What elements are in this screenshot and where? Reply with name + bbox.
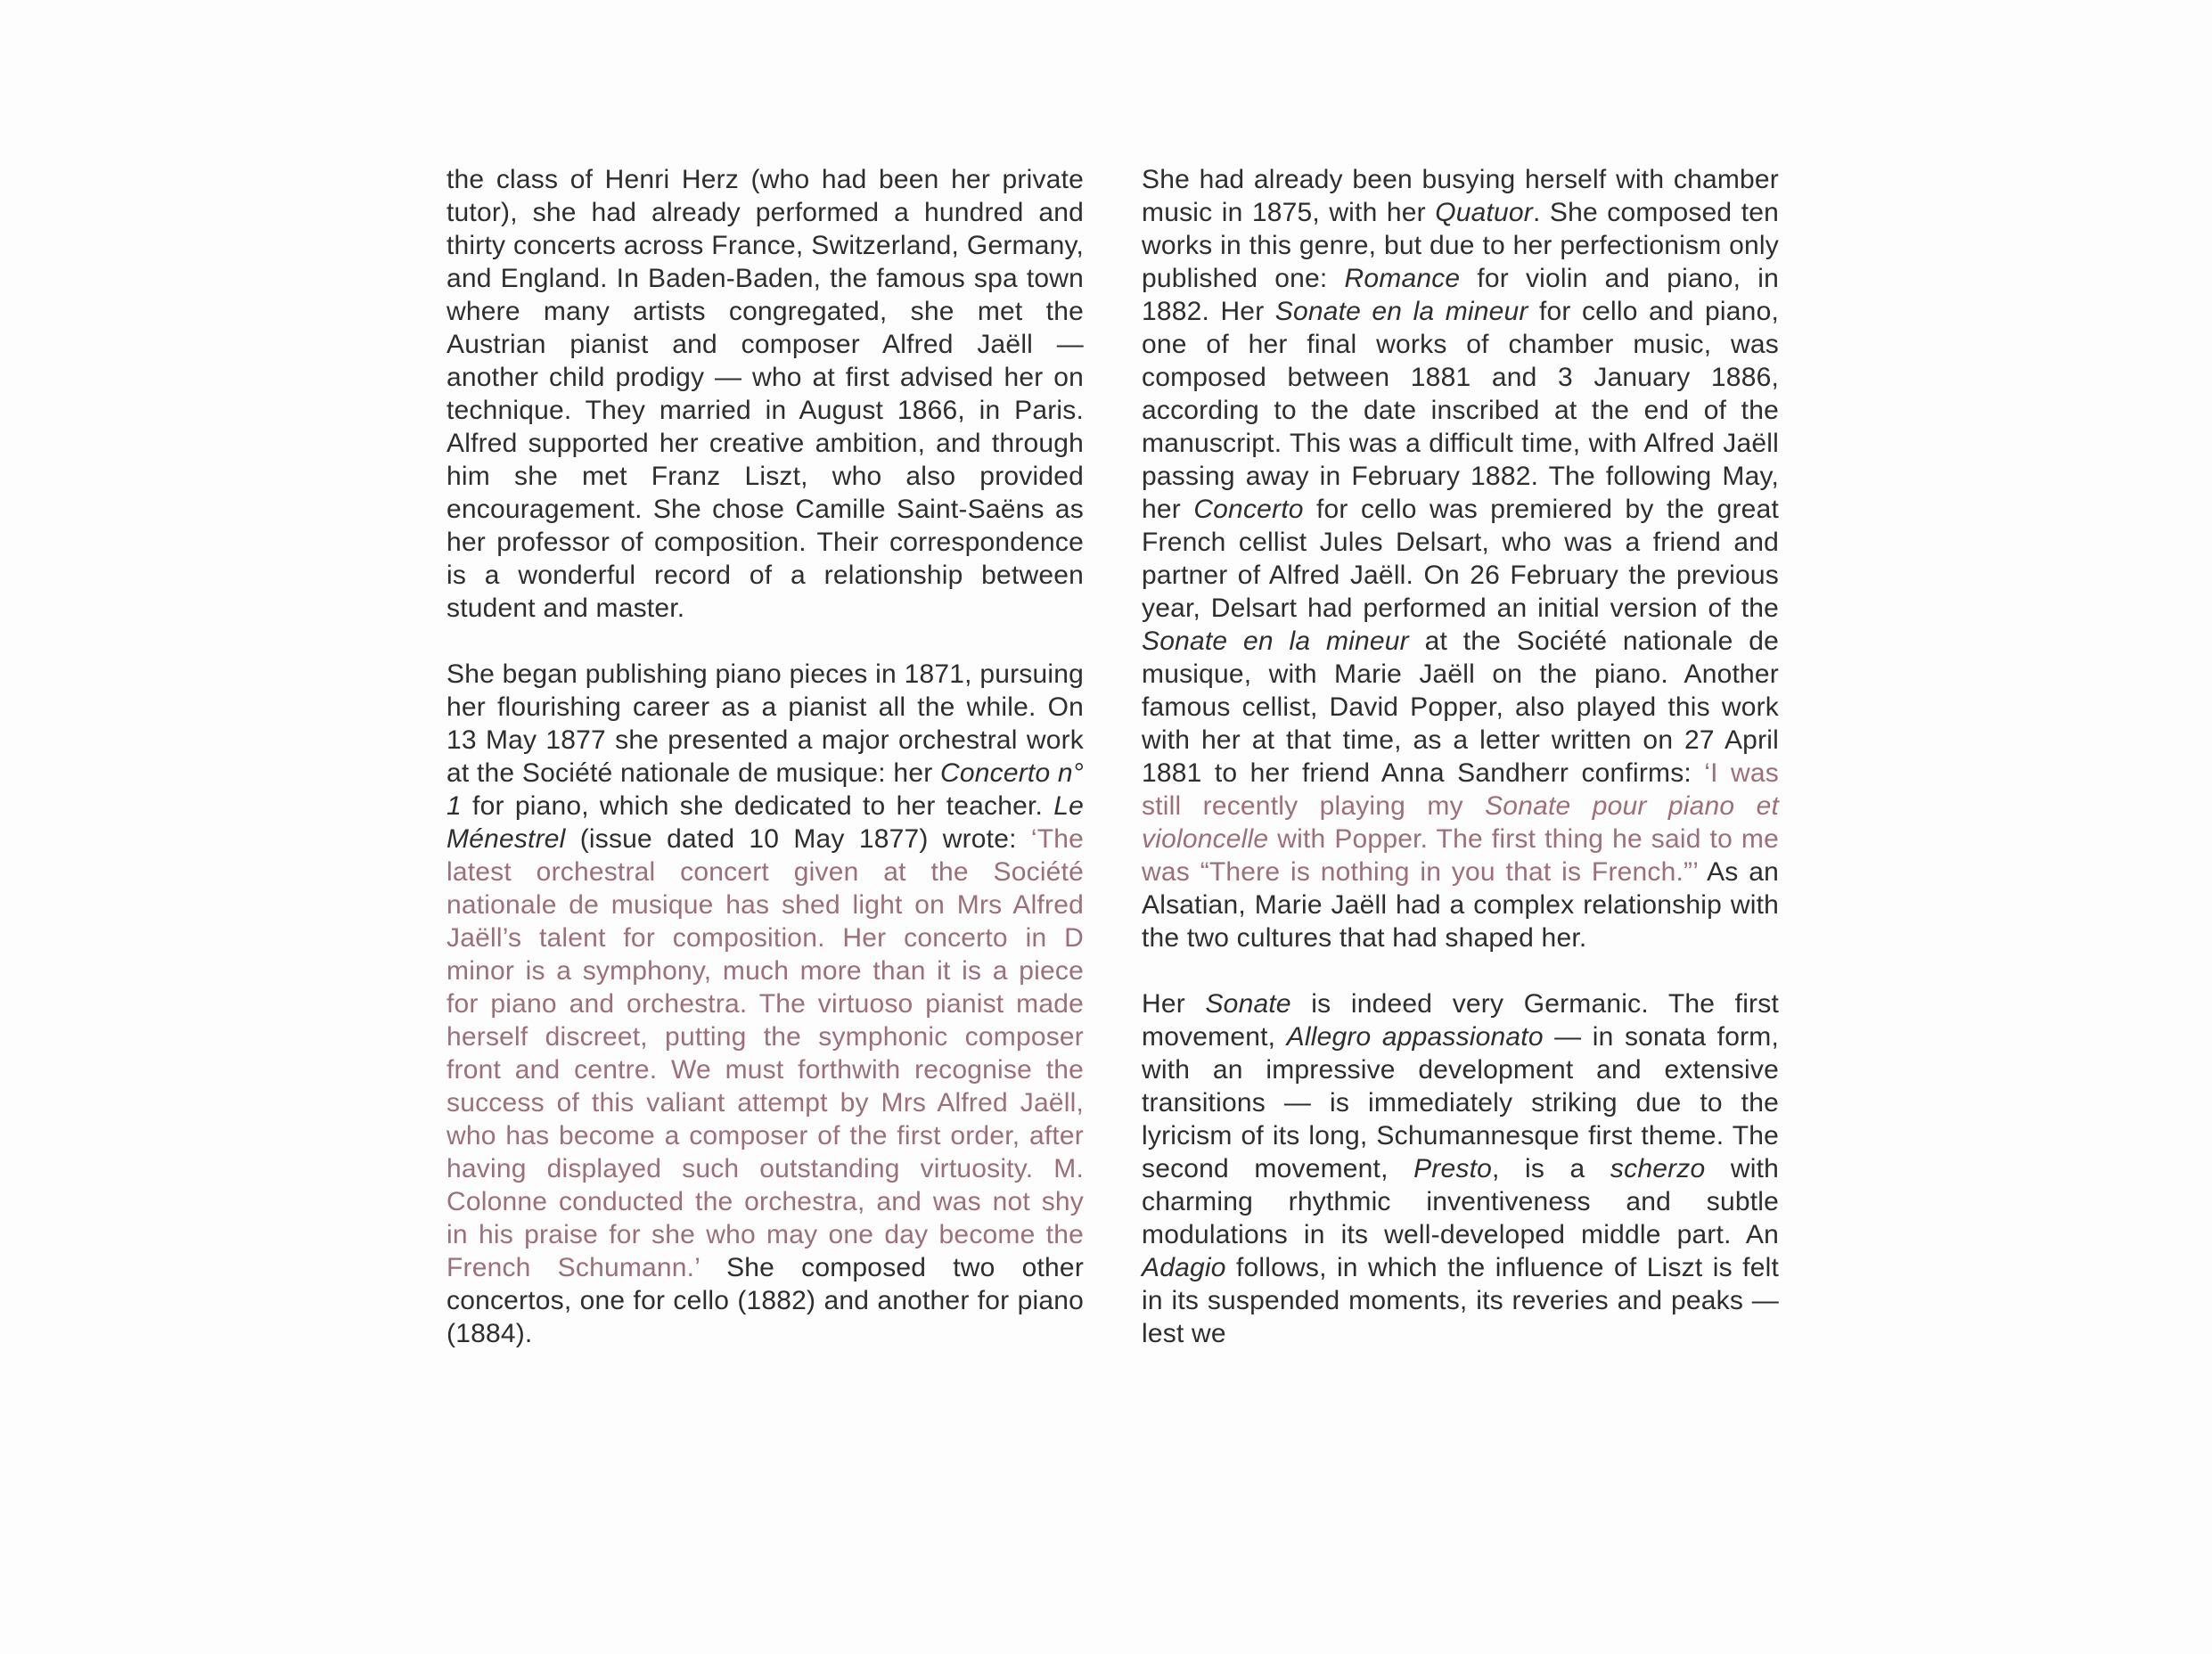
work-title-italic-run: Adagio — [1142, 1253, 1226, 1282]
text-run: Her — [1142, 989, 1206, 1019]
paragraph-biography-marriage — [446, 163, 1084, 625]
work-title-italic-run: Quatuor — [1435, 198, 1534, 227]
quoted-text-run: with Popper. The first thing he said to me was “There is nothing in you that is French.”’ — [1142, 824, 1779, 887]
quoted-text-run: Sonate pour piano et violoncelle — [1142, 791, 1779, 854]
text-run: (issue dated 10 May 1877) wrote: — [565, 824, 1031, 854]
work-title-italic-run: Sonate en la mineur — [1142, 626, 1409, 656]
text-run: She composed two other concertos, one for cello (1882) and another for piano (1884). — [446, 1253, 1085, 1348]
work-title-italic-run: Allegro appassionato — [1286, 1022, 1544, 1052]
work-title-italic-run: Concerto n° 1 — [446, 758, 1085, 821]
text-run: at the Société nationale de musique, with Marie Jaëll on the piano. Another famous cellist, David Popper, also played this work with her at that time, as a letter written on 27 April 1881 to her friend Anna Sandherr confirms: — [1142, 626, 1779, 788]
work-title-italic-run: Le Ménestrel — [446, 791, 1084, 854]
text-run: — in sonata form, with an impressive development and extensive transitions — is immediately striking due to the lyricism of its long, Schumannesque first theme. The second movement, — [1142, 1022, 1779, 1183]
text-run: for cello was premiered by the great French cellist Jules Delsart, who was a friend and partner of Alfred Jaëll. On 26 February the previous year, Delsart had performed an initial version of the — [1142, 495, 1779, 623]
quoted-text-run: ‘I was still recently playing my — [1142, 758, 1779, 821]
work-title-italic-run: Presto — [1413, 1154, 1492, 1183]
quoted-text-run: ‘The latest orchestral concert given at the Société nationale de musique has shed light on Mrs Alfred Jaëll’s talent for composition. Her concerto in D minor is a symphony, much more than it is a piece for piano and orchestra. The virtuoso pianist made herself discreet, putting the symphonic composer front and centre. We must forthwith recognise the success of this valiant attempt by Mrs Alfred Jaëll, who has become a composer of the first order, after having displayed such outstanding virtuosity. M. Colonne conducted the orchestra, and was not shy in his praise for she who may one day become the French Schumann.’ — [446, 824, 1084, 1282]
paragraph-chamber-music — [1142, 163, 1779, 954]
text-run: She began publishing piano pieces in 1871, pursuing her flourishing career as a pianist all the while. On 13 May 1877 she presented a major orchestral work at the Société nationale de musique: her — [446, 659, 1084, 788]
text-run: for violin and piano, in 1882. Her — [1142, 264, 1779, 326]
text-run: is indeed very Germanic. The first movement, — [1142, 989, 1779, 1052]
text-run: the class of Henri Herz (who had been her private tutor), she had already performed a hundred and thirty concerts across France, Switzerland, Germany, and England. In Baden-Baden, the famous spa town where many artists congregated, she met the Austrian pianist and composer Alfred Jaëll — another child prodigy — who at first advised her on technique. They married in August 1866, in Paris. Alfred supported her creative ambition, and through him she met Franz Liszt, who also provided encouragement. She chose Camille Saint-Saëns as her professor of composition. Their correspondence is a wonderful record of a relationship between student and master. — [446, 165, 1084, 623]
paragraph-sonate-analysis — [1142, 987, 1779, 1350]
paragraph-concerto-review — [446, 658, 1084, 1350]
text-run: As an Alsatian, Marie Jaëll had a complex relationship with the two cultures that had shaped her. — [1142, 857, 1779, 953]
text-run: , is a — [1492, 1154, 1610, 1183]
work-title-italic-run: Sonate — [1205, 989, 1291, 1019]
text-column-right — [1142, 163, 1779, 1511]
text-run: She had already been busying herself with chamber music in 1875, with her — [1142, 165, 1779, 227]
text-run: follows, in which the influence of Liszt is felt in its suspended moments, its reveries and peaks — lest we — [1142, 1253, 1779, 1348]
text-run: for cello and piano, one of her final works of chamber music, was composed between 1881 and 3 January 1886, according to the date inscribed at the end of the manuscript. This was a difficult time, with Alfred Jaëll passing away in February 1882. The following May, her — [1142, 297, 1779, 524]
text-run: with charming rhythmic inventiveness and subtle modulations in its well-developed middle part. An — [1142, 1154, 1780, 1249]
work-title-italic-run: Sonate en la mineur — [1274, 297, 1528, 326]
text-run: . She composed ten works in this genre, but due to her perfectionism only published one: — [1142, 198, 1780, 293]
work-title-italic-run: Concerto — [1193, 495, 1304, 524]
work-title-italic-run: Romance — [1344, 264, 1461, 293]
text-column-left — [446, 163, 1084, 1511]
work-title-italic-run: scherzo — [1610, 1154, 1706, 1183]
text-run: for piano, which she dedicated to her teacher. — [461, 791, 1054, 821]
